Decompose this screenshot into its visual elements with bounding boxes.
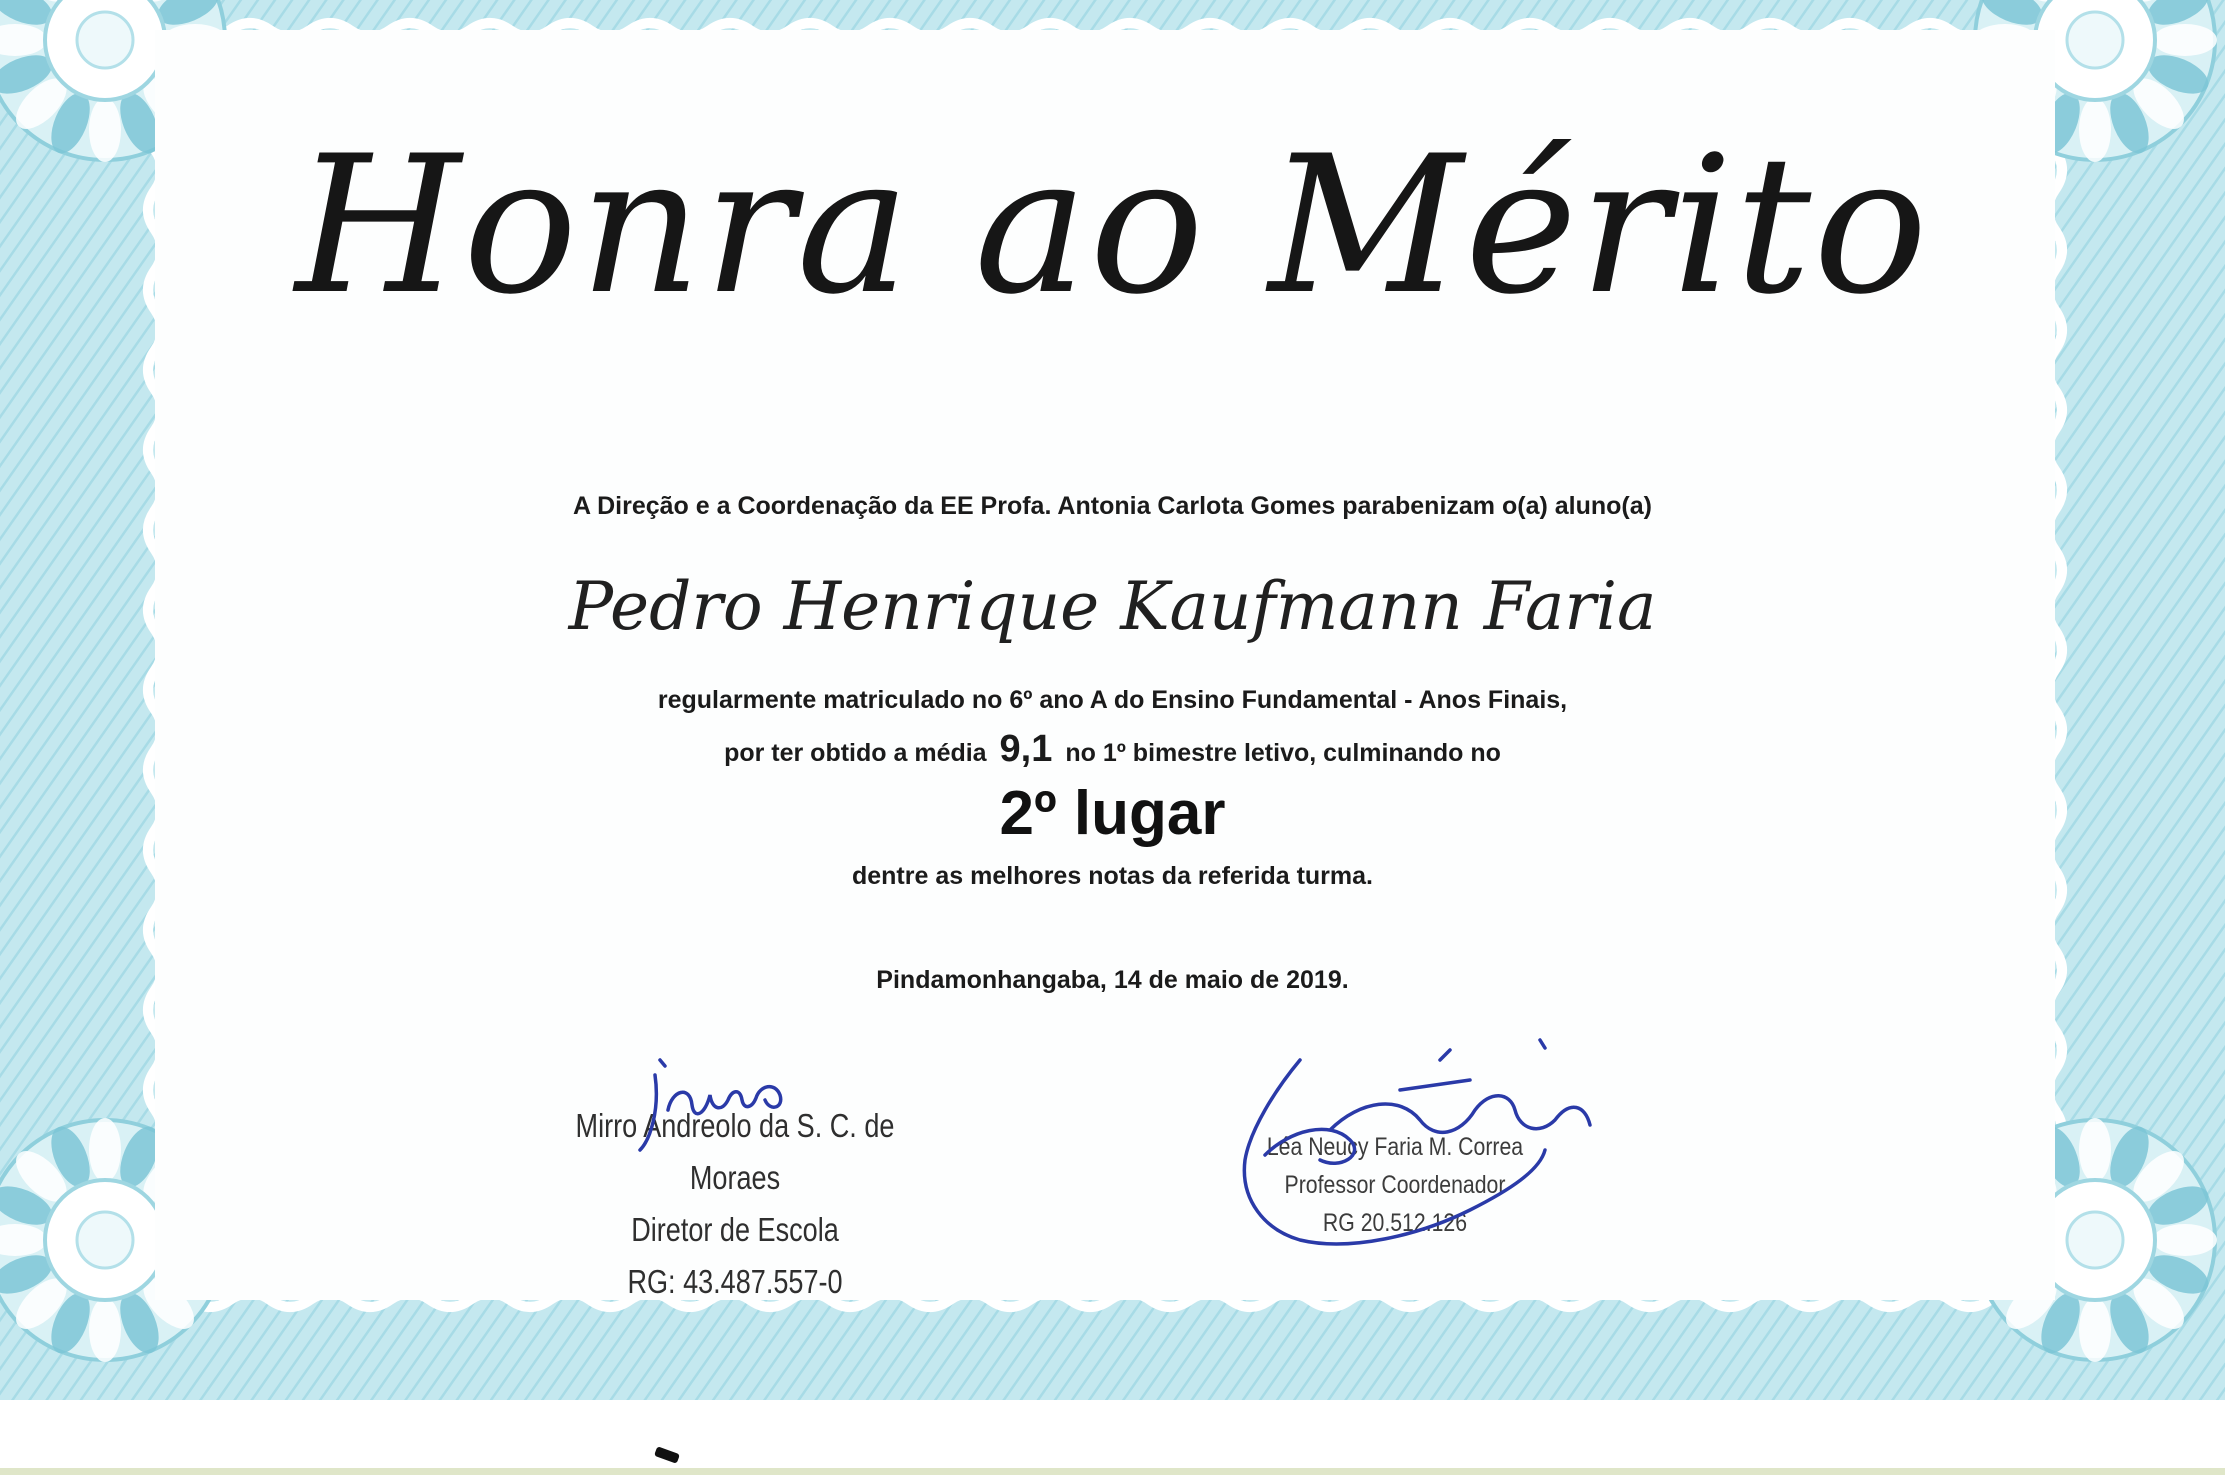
signatory-left: [542, 1100, 927, 1308]
signatory-right-name: Léa Neucy Faria M. Correa: [1266, 1133, 1524, 1161]
enrollment-text: regularmente matriculado no 6º ano A do Ensino Fundamental - Anos Finais,: [657, 686, 1568, 714]
certificate-title: Honra ao Mérito: [295, 115, 1930, 336]
placement: 2º lugar: [999, 779, 1226, 848]
signatory-left-id: RG: 43.487.557-0: [627, 1263, 843, 1300]
signatory-left-role: Diretor de Escola: [631, 1211, 839, 1248]
signatory-right-role: Professor Coordenador: [1284, 1171, 1506, 1199]
average-value: 9,1: [999, 728, 1053, 770]
place-and-date: Pindamonhangaba, 14 de maio de 2019.: [876, 966, 1349, 994]
placement-description: dentre as melhores notas da referida turma.: [851, 862, 1373, 890]
signatory-right-id: RG 20.512.126: [1322, 1209, 1468, 1237]
scan-mark: [654, 1446, 680, 1464]
signatory-right: [1217, 1128, 1574, 1242]
signatory-left-name: Mirro Andreolo da S. C. de Moraes: [575, 1107, 895, 1196]
intro-text: A Direção e a Coordenação da EE Profa. Antonia Carlota Gomes parabenizam o(a) aluno(a): [573, 492, 1652, 520]
scan-edge: [0, 1468, 2225, 1475]
average-prefix: por ter obtido a média: [724, 739, 987, 767]
average-suffix: no 1º bimestre letivo, culminando no: [1065, 739, 1501, 767]
student-name: Pedro Henrique Kaufmann Faria: [568, 568, 1657, 645]
average-line: [0, 728, 2225, 771]
